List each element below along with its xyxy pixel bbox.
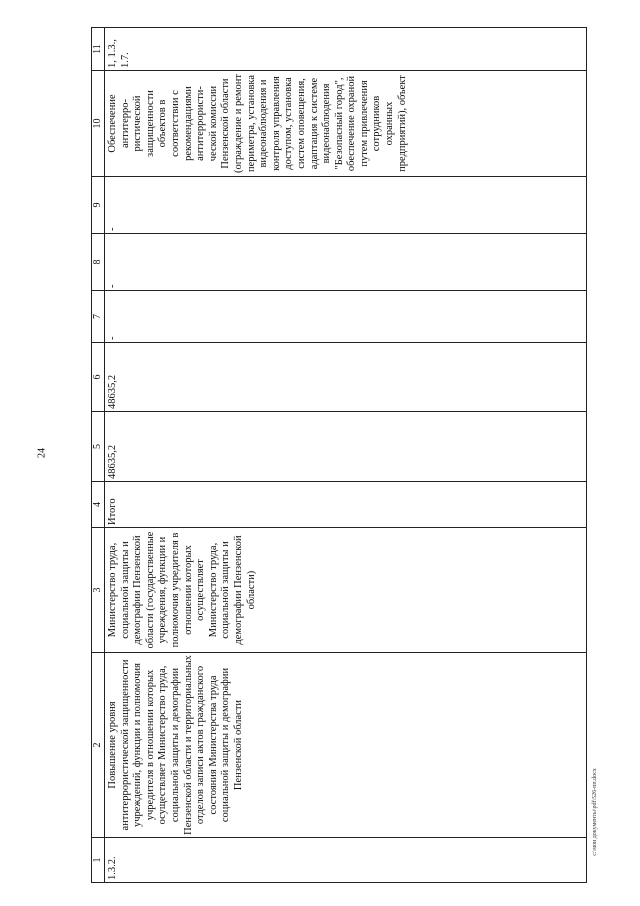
column-number: 7 (92, 291, 105, 343)
column-number: 1 (92, 838, 105, 883)
budget-amount-cell: 48635,2 (105, 343, 587, 412)
column-number: 3 (92, 528, 105, 653)
total-amount-cell: 48635,2 (105, 412, 587, 482)
column-number: 2 (92, 653, 105, 838)
column-number: 6 (92, 343, 105, 412)
column-number: 4 (92, 482, 105, 528)
amount-cell-7: - (105, 291, 587, 343)
expected-result-cell: Обеспечение антитерро-ристической защищенности объектов в соответствии с рекомендациями антитеррористи-ческой комиссии Пензенской области (ограждение и ремонт периметра, установка видеонаблюдения и контроля управления доступом, установка систем оповещения, адаптация к системе видеонаблюдения "Безопасный город", обеспечение охраной путем привлечения сотрудников охранных предприятий), объект (105, 71, 587, 177)
column-number: 10 (92, 71, 105, 177)
amount-cell-9: - (105, 177, 587, 234)
executor-cell: Министерство труда, социальной защиты и демографии Пензенской области (государственные учреждения, функции и полномочия учредителя в отношении которых осуществляет Министерство труда, социальной защиты и демографии Пензенской области) (105, 528, 587, 653)
program-measures-table (91, 27, 587, 883)
column-number: 5 (92, 412, 105, 482)
column-number: 9 (92, 177, 105, 234)
indicator-links-cell: 1, 1.3., 1.7. (105, 28, 587, 71)
amount-cell-8: - (105, 234, 587, 291)
column-number: 8 (92, 234, 105, 291)
footer-file-path: c:\мои документы\pdf\526-пп.docx (592, 768, 598, 856)
column-number-row (92, 28, 105, 883)
table-row (105, 28, 587, 883)
page-number: 24 (36, 448, 48, 458)
measure-name-cell: Повышение уровня антитеррористической защищенности учреждений, функции и полномочия учредителя в отношении которых осуществляет Министерство труда, социальной защиты и демографии Пензенской области и территориальных отделов записи актов гражданского состояния Министерства труда социальной защиты и демографии Пензенской области (105, 653, 587, 838)
column-number: 11 (92, 28, 105, 71)
funding-source-cell: Итого (105, 482, 587, 528)
row-number-cell: 1.3.2. (105, 838, 587, 883)
rotated-table-page (91, 28, 587, 883)
